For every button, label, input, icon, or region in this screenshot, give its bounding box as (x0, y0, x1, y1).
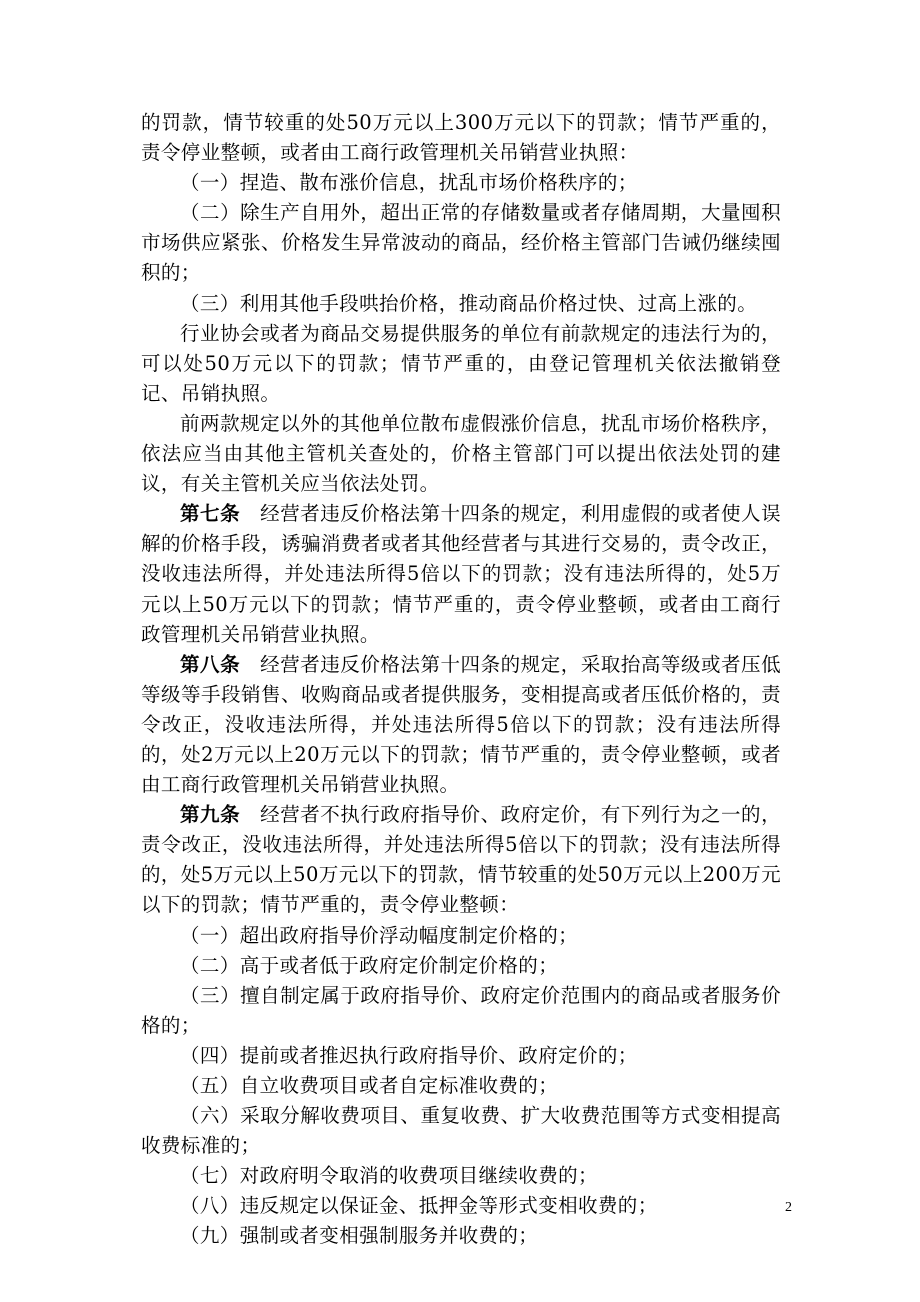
document-body (141, 108, 781, 1252)
paragraph (141, 289, 781, 319)
paragraph (141, 1221, 781, 1251)
article-label: 第七条 (180, 502, 241, 526)
page-number: 2 (785, 1200, 792, 1215)
paragraph-text: 经营者违反价格法第十四条的规定，利用虚假的或者使人误解的价格手段，诱骗消费者或者其他经营者与其进行交易的，责令改正，没收违法所得，并处违法所得5倍以下的罚款；没有违法所得的，处5万元以上50万元以下的罚款；情节严重的，责令停业整顿，或者由工商行政管理机关吊销营业执照。 (141, 502, 781, 646)
paragraph-text: 前两款规定以外的其他单位散布虚假涨价信息，扰乱市场价格秩序，依法应当由其他主管机关查处的，价格主管部门可以提出依法处罚的建议，有关主管机关应当依法处罚。 (141, 411, 781, 496)
article-paragraph (141, 499, 781, 649)
article-label: 第九条 (180, 803, 241, 827)
paragraph-text: （六）采取分解收费项目、重复收费、扩大收费范围等方式变相提高收费标准的； (141, 1104, 781, 1158)
paragraph (141, 1071, 781, 1101)
article-label: 第八条 (180, 652, 241, 676)
article-paragraph (141, 800, 781, 920)
paragraph-text: （八）违反规定以保证金、抵押金等形式变相收费的； (180, 1194, 658, 1218)
paragraph (141, 1101, 781, 1161)
paragraph-text: 经营者不执行政府指导价、政府定价，有下列行为之一的，责令改正，没收违法所得，并处违法所得5倍以下的罚款；没有违法所得的，处5万元以上50万元以下的罚款，情节较重的处50万元以上200万元以下的罚款；情节严重的，责令停业整顿： (141, 803, 781, 917)
paragraph-text: （三）利用其他手段哄抬价格，推动商品价格过快、过高上涨的。 (180, 291, 758, 315)
paragraph-text: （五）自立收费项目或者自定标准收费的； (180, 1074, 559, 1097)
paragraph-text: （三）擅自制定属于政府指导价、政府定价范围内的商品或者服务价格的； (141, 983, 781, 1037)
paragraph-text: （九）强制或者变相强制服务并收费的； (180, 1224, 539, 1248)
paragraph-text: （一）超出政府指导价浮动幅度制定价格的； (180, 923, 579, 947)
paragraph (141, 1161, 781, 1191)
paragraph (141, 168, 781, 198)
paragraph (141, 198, 781, 288)
paragraph-text: （一）捏造、散布涨价信息，扰乱市场价格秩序的； (180, 171, 638, 195)
paragraph (141, 921, 781, 951)
paragraph (141, 1191, 781, 1221)
paragraph (141, 951, 781, 981)
paragraph-text: （二）除生产自用外，超出正常的存储数量或者存储周期，大量囤积市场供应紧张、价格发生异常波动的商品，经价格主管部门告诫仍继续囤积的； (141, 201, 781, 285)
paragraph-text: （四）提前或者推迟执行政府指导价、政府定价的； (180, 1043, 638, 1067)
paragraph (141, 319, 781, 409)
paragraph-text: 行业协会或者为商品交易提供服务的单位有前款规定的违法行为的，可以处50万元以下的罚款；情节严重的，由登记管理机关依法撤销登记、吊销执照。 (141, 321, 781, 405)
paragraph-text: （二）高于或者低于政府定价制定价格的； (180, 953, 559, 977)
paragraph (141, 981, 781, 1041)
paragraph (141, 409, 781, 499)
article-paragraph (141, 650, 781, 800)
paragraph-text: （七）对政府明令取消的收费项目继续收费的； (180, 1164, 598, 1188)
paragraph (141, 1041, 781, 1071)
paragraph-text: 的罚款，情节较重的处50万元以上300万元以下的罚款；情节严重的，责令停业整顿，或者由工商行政管理机关吊销营业执照： (141, 111, 781, 165)
paragraph (141, 108, 781, 168)
paragraph-text: 经营者违反价格法第十四条的规定，采取抬高等级或者压低等级等手段销售、收购商品或者提供服务，变相提高或者压低价格的，责令改正，没收违法所得，并处违法所得5倍以下的罚款；没有违法所得的，处2万元以上20万元以下的罚款；情节严重的，责令停业整顿，或者由工商行政管理机关吊销营业执照。 (141, 652, 781, 797)
